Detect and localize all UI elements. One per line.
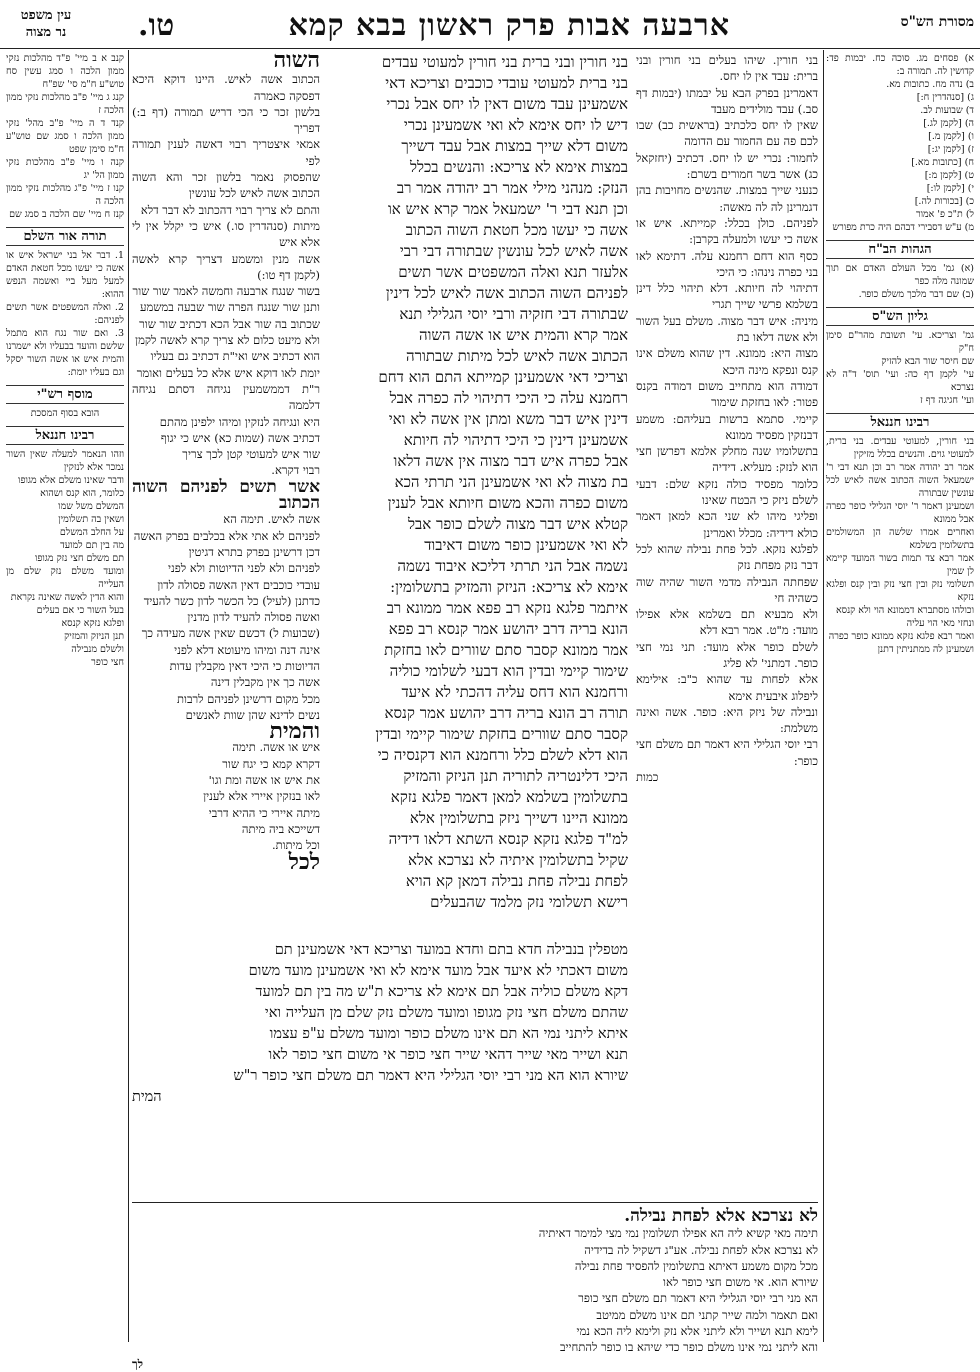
gemara-line: ורחמנא הוא דחס עליה דהכתי לא איעד [401, 683, 628, 701]
gemara-continued-line: איתא ליתני נמי הא תם אינו משלם כופר ומועד משלם ע"פ עצמו [269, 1026, 628, 1042]
tosafot-dibbur: אשר תשים לפניהם השוה הכתוב [132, 476, 320, 514]
masoret-hashas-column [826, 52, 974, 1342]
tosafot-line: כדתנן (לעיל) כל הכשר לדון כשר להעיד [143, 593, 320, 608]
rabbeinu-left-line: המשלם משל שמו [58, 501, 124, 512]
rabbeinu-chananel-left-heading: רבינו חננאל [6, 426, 124, 445]
rabbeinu-line: ונחזי מאי הוי עליה [906, 618, 974, 629]
rashi-line: דמודה הוא מתחייב משום דמודה בקנס פטור: לאו בחזקת שימור [636, 378, 818, 410]
masoret-line: ג) [סנהדרין ח:] [916, 92, 974, 103]
rabbeinu-left-line: ומועד משלם נזק שלם מן העלייה [6, 566, 124, 590]
masoret-line: א) פסחים מג. סוכה כח. יבמות פד: קדושין לה. תמורה ב: [826, 53, 974, 77]
gemara-line: שקיל בתשלומין איתיה לא נצרכא אלא [407, 851, 628, 869]
gemara-line: אבל כפרה איש דבר מצוה אין אשה דלאו [393, 452, 628, 470]
rabbeinu-left-line: ושאין בה תשלומין [58, 514, 124, 525]
rabbeinu-line: אמר רב יהודה אמר רב וכן תנא דבי ר' ישמעאל השוה הכתוב אשה לאיש לכל עונשין שבתורה [826, 462, 974, 499]
rabbeinu-line: ושמעינן דאמר ר' יוסי הגלילי כופר כפרה אבל ממונא [826, 501, 974, 525]
tosafot-line: היא ונגיחה לנזקין ומיהו ילפינן מהתם [159, 414, 320, 429]
rabbeinu-left-line: בעל השור כי אם בעלים [36, 605, 124, 616]
page-header [0, 4, 980, 49]
ein-mishpat-entry: קנו ז מיי' פ"ג מהלכות נזקי ממון הלכה ה [6, 183, 124, 207]
gemara-line: שימור קיימי ובדין הוא דבעי לשלומי כוליה [389, 662, 628, 680]
rabbeinu-line: תשלומי נזק ובין חצי נזק ובין קנס ופלגא נזקא [826, 579, 974, 603]
tosafot-line: הדיוטות כי היכי דאין מקבלין עדות [169, 658, 320, 673]
ein-mishpat-entry: קנד ד ה מיי' פ"ב מהל' נזקי ממון הלכה ו סמג שם טוש"ע ח"מ סימן שפט [6, 118, 124, 155]
gemara-continued-line: המית [132, 1089, 162, 1105]
gemara-line: אשה לאיש לכל עונשין שבתורה דבי רבי [399, 242, 628, 260]
tosafot-line: נשים לדינא שהן שוות לאנשים [185, 707, 320, 722]
gemara-line: תורה רב הונא בריה דרב יהושע אמר קנסא [384, 704, 628, 722]
rashi-line: לפניהם. כולן בכלל: קמייתא. איש או אשה כי יעשו ולמעלה בקרבן: [636, 215, 818, 247]
masoret-line: כ) [בכורות לה.] [914, 196, 974, 207]
bottom-tosafot [132, 1206, 818, 1371]
tosafot-line: מכל מקום דרשינן לפניהם לרבות [176, 691, 320, 706]
rashi-line: ונבילה של ניזק היא: כופר. אשה ואינה משלמת: [636, 704, 818, 736]
gemara-line: נשמה אבל הני תרתי דליכא איבוד נשמה [397, 557, 628, 575]
torah-verse: 2. ואלה המשפטים אשר תשים לפניהם: [6, 302, 124, 326]
tosafot-line: לאו בנזקין איירי אלא לענין [203, 789, 320, 804]
tosafot-line: בשור שנגח ארבעה וחמשה לאמר שור שור [132, 284, 320, 299]
bottom-tosafot-line: תימה מאי קשיא ליה הא אפילו תשלומין נמי מצי למימר דאיתיה [538, 1226, 818, 1241]
torah-or-heading: תורה אור השלם [6, 227, 124, 246]
rashi-line: דאמרינן בפרק הבא על יבמתו (יבמות דף סב.) עבד מולידים מעבד [636, 85, 818, 116]
gemara-line: אשה כי יעשו מכל חטאת השוה הכתוב [405, 221, 628, 239]
gemara-line: לפניהם השוה הכתוב אשה לאיש לכל דינין [385, 284, 628, 302]
bottom-dibbur: לא נצרכא אלא לפחת נבילה. [624, 1206, 818, 1226]
tosafot-heading [132, 47, 320, 73]
tosafot-line: (שבועות ל) דכשם שאין אשה מעידה כך [141, 626, 320, 641]
gemara-continued-line: משום דאכתי לא איעד אבל מועד אימא לא ואי אשמעינן מועד משום [248, 963, 628, 979]
ein-mishpat-entry: קנז ח מיי' שם הלכה ב סמג שם [9, 209, 124, 220]
torah-verse: 3. ואם שור נגח הוא מתמל שלשם והועד בבעליו ולא ישמרנו והמית איש או אשה השור יסקל וגם בעליו יומת: [6, 328, 124, 378]
masoret-line: ז) [לקמן יג:] [927, 144, 974, 155]
tosafot-dibbur-word: השוה [273, 47, 320, 73]
musaf-rashi-heading: מוסף רש"י [6, 385, 124, 404]
rabbeinu-line: ואחרים אמרו שלשה הן המשולמים בתשלומין בשלמא [826, 527, 974, 551]
page-title: ארבעה אבות פרק ראשון בבא קמא [288, 8, 730, 43]
rashi-line: לחמור: נכרי יש לו יחס. דכתיב (יחזקאל כג) אשר בשר חמורים בשרם: [636, 150, 818, 182]
bottom-tosafot-heading [132, 1208, 818, 1225]
gemara-line: רישא תשלומי נזק מלמד שהבעלים [430, 893, 628, 911]
hagahot-line: (א) גמ' מכל העולם האדם אם תוך שמונה מלה כפר [826, 263, 974, 287]
gemara-line: דיש לו יחס אימא לא ואי אשמעינן נכרי [403, 116, 628, 134]
rashi-line: אלא לפחות עד שהוא כ"ב: אילימא ליפלוג איבעית אימא [636, 672, 818, 703]
rashi-line: לשלם כופר אלא מועד: תני נמי חצי כופר. דמתני' לא פליג [636, 639, 818, 670]
musaf-line: הובא בסוף המסכת [30, 408, 100, 419]
gemara-line: בת מצוה לא ואי אשמעינן הני תרתי הכא [394, 473, 628, 491]
tosafot-line: אשה מנין ומשמע דצריך קרא לאשה (לקמן דף טו:) [132, 251, 320, 282]
gemara-continued-line: שהתם משלם חצי נזק מגופו ומועד משלם נזק שלם מן העלייה ואי [264, 1005, 628, 1021]
rabbeinu-left-line: חצי כופר [91, 657, 124, 668]
rabbeinu-left-line: וזהו הנאמר למעלה שאין השור נמכר אלא לנזקין [6, 449, 124, 473]
bottom-tosafot-line: לימא תנא ושייר ולא ליתני אלא נזק ולימא ליה הכא נמי [576, 1324, 818, 1339]
gemara-line: בני חורין ובני ברית בני חורין למעוטי עבדים [381, 53, 628, 71]
ein-mishpat-label [6, 7, 86, 41]
gemara-line: למ"ד פלגא נזקא קנסא השתא דלאו דידיה [388, 830, 628, 848]
gemara-line: לא ואי אשמעינן כופר משום דאיבוד [424, 536, 628, 554]
tosafot-line: שור איש למעוטי קטן לכך צריך [182, 447, 320, 462]
gemara-line: שבתורה דבי חזקיה ורבי יוסי הגלילי תנא [399, 305, 628, 323]
gemara-continued-line: מטפלין בנבילה חדא בתם וחדא במועד וצריכא דאי אשמעינן תם [274, 942, 628, 958]
masoret-line: ל) ת"כ פ' אמור [915, 209, 974, 220]
gemara-line: הוא דלא לשלם כלל ורחמנא הוא דקנסיה כי [377, 746, 628, 764]
divider-bottom [132, 1202, 818, 1203]
rashi-column [636, 52, 818, 1202]
rabbeinu-line: וכולהו מסתברא דממונא הוי ולא קנסא [835, 605, 974, 616]
rashi-line: מצוה היא: ממונא. דין שהוא משלם אינו קנס ונפקא מינה היכא [636, 346, 818, 377]
rashi-line: כנעני שייך במצות. שהנשים מחויבות בהן דגמרינן לה לה מאשה: [636, 183, 818, 214]
bottom-tosafot-line: הא מני רבי יוסי הגלילי היא דאמר תם משלם חצי כופר [578, 1291, 818, 1306]
ein-mishpat-entry: קנה ו מיי' פ"ב מהלכות נזקי ממון הל' יג [6, 157, 124, 181]
tosafot-line: אשה לאיש. תימה הא [223, 512, 320, 527]
rashi-line: דתיהוי לה חיותא. דלא תיהוי כלל דינן בשלמא פרשי שייך תגרי [636, 281, 818, 312]
rabbeinu-left-line: כלומר, הוא קנס ושהוא [40, 488, 124, 499]
rashi-line: מיניה: איש דבר מצוה. משלם בעל השור ולא אשה דלאו בת [636, 313, 818, 345]
rabbeinu-line: ואמר רבא פלגא נזקא ממונא כופר כפרה [828, 631, 974, 642]
masoret-hashas-label: מסורת הש"ס [900, 14, 974, 30]
tosafot-line: שכתוב בה שור אבל הכא דכתיב שור שור [139, 316, 320, 331]
gemara-line: וצריכי דאי אשמעינן קמייתא התם הוא דחם [378, 368, 628, 386]
bottom-section [132, 940, 628, 1202]
rabbeinu-chananel-heading: רבינו חננאל [826, 413, 974, 432]
gemara-line: וכן תנא דבי ר' ישמעאל אמר קרא איש או [387, 200, 628, 218]
tosafot-line: ר"ת דממשמעין נגיחה דסתם נגיחה דלממה [132, 381, 320, 413]
rabbeinu-left-line: תם משלם חצי נזק מגופו [34, 553, 124, 564]
rashi-line: כסף הוא דחם רחמנא עלה. דתימא לאו בני כפרה נינהו: כי היכי [636, 248, 818, 279]
gilyon-heading: גליון הש"ס [826, 307, 974, 326]
tosafot-line: רבוי דקרא. [271, 463, 320, 478]
masoret-line: ו) [לקמן מ.] [928, 131, 974, 142]
tosafot-line: דכתיב אשה (שמות כא) איש כי יגוף [160, 430, 320, 445]
bottom-tosafot-line: ואם תאמר ולמה שייר קתני תם אינו משלם ממיטב [596, 1307, 818, 1322]
gilyon-line: עי' לקמן דף כה: ועי' תוס' ד"ה לא נצרכא [826, 369, 974, 393]
tosafot-line: דכן דרשינן בפרק בתרא דגיטין [188, 544, 320, 559]
rabbeinu-left-line: ופלגא נזקא קנסא [61, 618, 124, 629]
gemara-continued-line: תנא ושייר מאי שייר דהאי שייר חצי כופר אי משום חצי כופר לאו [268, 1047, 628, 1063]
gemara-line: משום דלא שייך במצות אבל עבד דשייך [401, 137, 628, 155]
masoret-line: ה) [לקמן לג.] [923, 118, 974, 129]
rashi-line: בני חורין. שיהו בעלים בני חורין ובני ברית: עבד אין לו יחס. [636, 53, 818, 84]
bottom-tosafot-line: שיורא הוא. אי משום חצי כופר לאו [663, 1275, 818, 1290]
tosafot-line: עובדי כוכבים דאין האשה פסולה לדון [157, 577, 320, 592]
masoret-line: ט) [לקמן מ:] [924, 170, 974, 181]
tosafot-line: הכתוב אשה לאיש. היינו דוקא היכא דפסקה כאמרה [132, 72, 320, 103]
gemara-line: ממונא היינו דשייך ניזק בתשלומין אלא [409, 809, 628, 827]
rabbeinu-line: ושמעינן לה ממתניתין דתנן [877, 644, 974, 655]
tosafot-line: ותנן שור שנגח הפרה שור שבעה במשמע [139, 300, 320, 315]
gemara-line: אמר ממונא קסבר סתם שוורים לאו בחזקת [384, 641, 628, 659]
gemara-line: קטלא איש דבר מצוה לשלם כופר אבל [408, 515, 628, 533]
rabbeinu-left-line: ולשלם מנבילה [71, 644, 124, 655]
rashi-line: כמות [636, 770, 659, 785]
masoret-line: מ) ע"ש דסבירי דבהם היה כרת מפורש [832, 222, 974, 233]
rabbeinu-left-line: על החלב המשלם [59, 527, 124, 538]
tosafot-line: וכל מיתות. [271, 838, 320, 853]
gemara-line: בתשלומין בשלמא למאן דאמר פלגא נזקא [390, 788, 628, 806]
ein-mishpat-column [6, 52, 124, 1342]
ein-mishpat-label-line1: עין משפט [20, 8, 72, 23]
tosafot-line: והתם לא צריך רבוי דהכתוב לא דבר דלא [140, 202, 320, 217]
gemara-line: אלעזר תנא ואלה המשפטים אשר תשים [398, 263, 628, 281]
rashi-line: ולא מבעיא תם בשלמא אלא אפילו מועד: מ"ט. אמר רבא דלא [636, 607, 818, 638]
bottom-tosafot-line: לא נצרכא אלא לפחת נבילה. אע"ג דשקיל לה בדידיה [584, 1242, 818, 1257]
tosafot-line: דקרא קמא כי יגח שור [222, 756, 320, 771]
ein-mishpat-entry: קנב א ב מיי' פ"ד מהלכות נזקי ממון הלכה ו סמג עשין סח טוש"ע ח"מ סי' שפ"ח [6, 53, 124, 90]
masoret-line: ד) שבועות לב. [920, 105, 974, 116]
tosafot-line: אמאי איצטריך רבוי דאשה לענין תמורה לפי [132, 137, 320, 168]
gemara-line: אשמעינן עבד משום דאין לו יחס אבל נכרי [386, 95, 628, 113]
tosafot-line: הוא דכתיב איש ואי"ת דכתיב גם בעליו [150, 349, 320, 364]
tosafot-line: שהפסוק נאמר בלשון זכר והא השוה הכתוב אשה לאיש לכל עונשין [132, 170, 320, 201]
tosafot-dibbur: והמית [269, 718, 320, 745]
divider-right-margin [823, 50, 824, 1342]
tosafot-line: לפניהם ולא לפני הדיוטות ולא לפני [168, 561, 320, 576]
rabbeinu-left-line: ודבר שאינו משלם אלא מגופו [18, 475, 124, 486]
gemara-line: קסבר סתם שוורים בחזקת שימור קיימי ובדין [375, 725, 628, 743]
gemara-line: איתמר פלגא נזקא רב פפא אמר ממונא רב [386, 599, 628, 617]
hagahot-heading: הגהות הב"ח [826, 240, 974, 259]
torah-verse: 1. דבר אל בני ישראל איש או אשה כי יעשו מכל חטאת האדם למעל מעל ביי ואשמה הנפש ההוא: [6, 250, 124, 300]
gemara-line: הנזק: מנהני מילי אמר רב יהודה אמר רב [396, 179, 628, 197]
rashi-line: שפחתה הנבילה מדמי השור שהיה שוה כשהיה חי [636, 574, 818, 605]
tosafot-line: דשייכא ביה מיתה [241, 821, 320, 836]
gemara-line: אימא לא צריכא: הניזק והמזיק בתשלומין: [390, 578, 628, 596]
folio-number: טו. [138, 8, 175, 43]
gemara-line: לפחת נבילה פחת נבילה דמאן קא הויא [405, 872, 628, 890]
rabbeinu-left-line: מה בין תם למועד [60, 540, 124, 551]
tosafot-line: ולא מיעט כלום לא צריך קרא לאשה לקמן [135, 333, 320, 348]
tosafot-line: מיתה איירי כי ההיא דרבי [208, 805, 320, 820]
tosafot-line: אינה דנה ומיהו מיעוטא דלא לפני [174, 642, 320, 657]
gilyon-line: שם חיסר שור הבא להזיק [881, 356, 974, 367]
gemara-line: במצות אימא לא צריכא: והנשים בכלל [409, 158, 628, 176]
ein-mishpat-label-line2: נר מצוה [25, 25, 67, 40]
gemara-continued-line: דקא משלם כוליה אבל תם אימא לא צריכא ת"ש מה בין תם למועד [255, 984, 628, 1000]
rashi-line: רבי יוסי הגלילי היא דאמר תם משלם חצי כופר: [636, 737, 818, 768]
gemara-line: דינין איש דבר משא ומתן אין אשה לא ואי [388, 410, 628, 428]
gemara-line: בני ברית למעוטי עובדי כוכבים וצריכא דאי [385, 74, 628, 92]
tosafot-dibbur: לכל [288, 848, 320, 875]
bottom-tosafot-line: מכל מקום משמע דאיתא בתשלומין להפסיד פחת נבילה [574, 1258, 818, 1273]
gilyon-line: גמ' וצריכא. עי' תשובת מהר"ם סימן ח"ק [826, 330, 974, 354]
masoret-list [826, 52, 974, 234]
rashi-line: בתשלומיו שנה מחלק אלמא דפרשן חצי הוא לנזק: מעליא. דידיה [636, 444, 818, 475]
gemara-continued-line: שיורא הוא הא מני רבי יוסי הגלילי היא דאמר תם משלם חצי כופר ר"ש [233, 1068, 628, 1084]
tosafot-line: אשה כך אין מקבלין דינה [210, 675, 320, 690]
masoret-line: ח) [כתובות מא.] [911, 157, 974, 168]
tosafot-line: מיתות (סנהדרין סו.) איש כי יקלל אין לי אלא איש [132, 218, 320, 250]
catchword: לך [132, 1356, 144, 1371]
masoret-line: ב) נדה מח. כתובות מא. [886, 79, 974, 90]
ein-mishpat-entry: קנג ג מיי' פ"ב מהלכות נזקי ממון הלכה ז [6, 92, 124, 116]
gilyon-line: ועי' חגיגה דף ז [920, 395, 974, 406]
rashi-line: לפלגא נזקא. לכל פחת נבילה שהוא לכל דבר נזק מפחת נזק [636, 541, 818, 573]
gemara-line: רחמנא עלה כי היכי דתיהוי לה כפרה אבל [389, 389, 628, 407]
tosafot-line: ואשה פסולה להעיד לדון מדנין [187, 610, 320, 625]
tosafot-line: איש או אשה. תימה [232, 740, 320, 755]
rashi-line: כלומר מפסיד כולה נזקא שלם: דבעי לשלם ניזק כי הבטח שאינו [636, 476, 818, 508]
gemara-line: היכי דלינטריה לתוריה תנן הניזק והמזיק [403, 767, 628, 785]
rabbeinu-left-line: תנן הניזק והמזיק [64, 631, 124, 642]
gemara-line: אשמעינן דינין כי היכי דתיהוי לה חיותא [403, 431, 628, 449]
masoret-line: י) [לקמן לו:] [926, 183, 974, 194]
gemara-line: אמר קרא והמית איש או אשה השוה [418, 326, 628, 344]
tosafot-line: יומת לאו דוקא איש אלא כל בעלים ואומר [136, 365, 320, 380]
gemara-line: הכתוב אשה לאיש לכל מיתות שבתורה [406, 347, 628, 365]
rabbeinu-line: בני חורין, למעוטי עבדים. בני ברית, למעוטי גוים. והנשים בכלל מזיקין [826, 436, 974, 460]
gemara-line: משום כפרה והכא משום חיותא אבל לענין [387, 494, 628, 512]
rashi-line: קיימי. סתמא ברשות בעליהם: משמע דבנזקין מפסיד ממונא [636, 411, 818, 442]
divider-left-margin [128, 50, 129, 1342]
gemara-line: הונא בריה דרב יהושע אמר קנסא רב פפא [388, 620, 628, 638]
rashi-line: שאין לו יחס כלכתיב (בראשית כב) שבו לכם פה עם החמור עם הדומה [636, 118, 818, 149]
tosafot-line: את איש או אשה ומת וגו' [208, 773, 320, 788]
rabbeinu-line: אמר רבא צד תמות בשור המועד קיימא לן שמין [826, 553, 974, 577]
tosafot-line: בלשון זכר כי הכי דריש תמורה (דף ב:) דפריך [132, 104, 320, 136]
rabbeinu-left-line: והוא הדין לאשה שאינה נקראת [10, 592, 124, 603]
bottom-tosafot-line: והא ליתני נמי אינו משלם כופר כדי שיהא בו כופר להתחייב [559, 1340, 818, 1355]
rashi-line: ופליגי מיהו לא שני הכא למאן דאמר כולא דידיה: מכלל ואמרינן [636, 509, 818, 540]
hagahot-line: (ב) שם דבר מלכך משלם כופר. [858, 289, 974, 300]
tosafot-line: לפניהם לא אתי אלא בכלבים בפרק האשה [133, 528, 320, 543]
